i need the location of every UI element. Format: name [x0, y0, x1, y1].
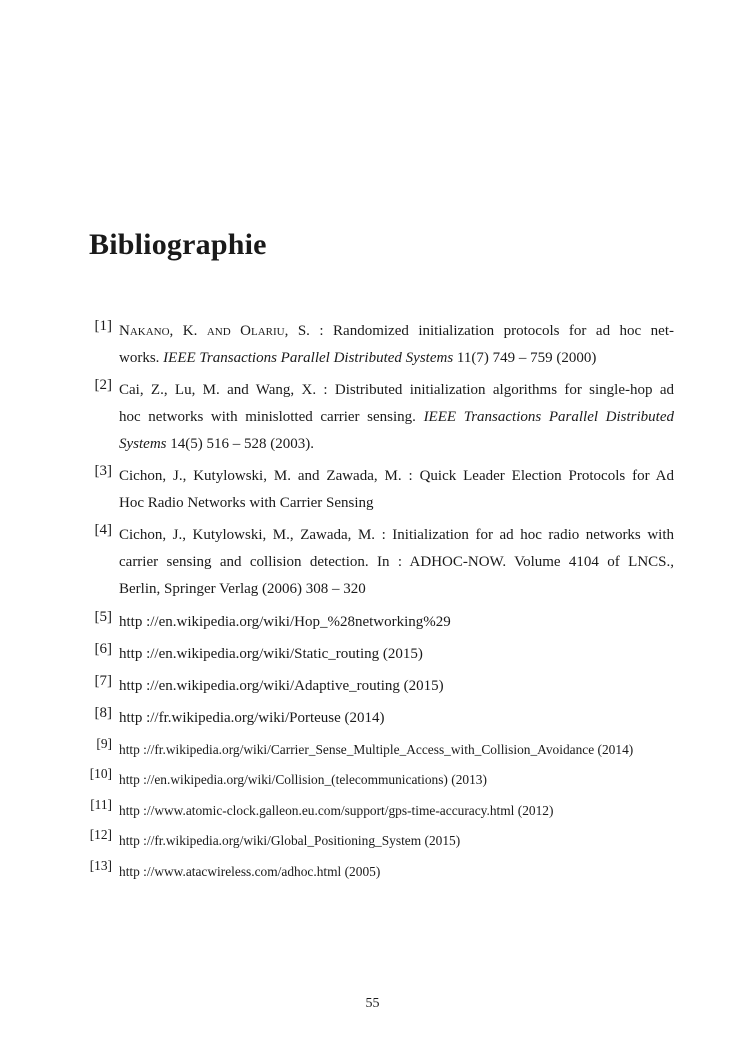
reference-line: hoc networks with minislotted carrier sensing. IEEE Transactions Parallel Distributed	[119, 409, 674, 425]
reference-body	[119, 673, 674, 700]
reference-body	[119, 736, 674, 763]
reference-line: Cai, Z., Lu, M. and Wang, X. : Distributed initialization algorithms for single-hop ad	[119, 382, 674, 398]
reference-number: [5]	[94, 609, 112, 625]
reference-body	[119, 797, 674, 824]
reference-number: [7]	[94, 673, 112, 689]
reference-number: [12]	[89, 827, 112, 842]
reference-line: works. IEEE Transactions Parallel Distributed Systems 11(7) 749 – 759 (2000)	[119, 350, 597, 366]
reference-number: [8]	[94, 705, 112, 721]
reference-url: http ://en.wikipedia.org/wiki/Adaptive_routing (2015)	[119, 678, 444, 694]
reference-number: [11]	[90, 797, 112, 812]
page-number: 55	[365, 996, 380, 1011]
reference-body	[119, 609, 674, 636]
reference-line: Cichon, J., Kutylowski, M. and Zawada, M. : Quick Leader Election Protocols for Ad	[119, 468, 674, 484]
journal-name: IEEE Transactions Parallel Distributed	[423, 409, 674, 425]
reference-url: http ://www.atacwireless.com/adhoc.html (2005)	[119, 864, 381, 879]
reference-line: carrier sensing and collision detection. In : ADHOC-NOW. Volume 4104 of LNCS.,	[119, 554, 674, 570]
reference-url: http ://fr.wikipedia.org/wiki/Carrier_Sense_Multiple_Access_with_Collision_Avoidance (2014)	[119, 742, 634, 757]
reference-url: http ://fr.wikipedia.org/wiki/Global_Positioning_System (2015)	[119, 833, 461, 848]
reference-number: [2]	[94, 377, 112, 393]
reference-number: [1]	[94, 318, 112, 334]
reference-line: Hoc Radio Networks with Carrier Sensing	[119, 495, 374, 511]
reference-url: http ://en.wikipedia.org/wiki/Hop_%28networking%29	[119, 614, 451, 630]
journal-name: IEEE Transactions Parallel Distributed Systems	[163, 350, 454, 366]
reference-body	[119, 463, 674, 517]
reference-line: Nakano, K. and Olariu, S. : Randomized initialization protocols for ad hoc net-	[119, 323, 674, 339]
reference-body	[119, 827, 674, 854]
reference-url: http ://fr.wikipedia.org/wiki/Porteuse (2014)	[119, 710, 385, 726]
reference-number: [9]	[96, 736, 112, 751]
reference-body	[119, 641, 674, 668]
reference-line: Systems 14(5) 516 – 528 (2003).	[119, 436, 314, 452]
chapter-title: Bibliographie	[89, 228, 267, 261]
reference-line: Berlin, Springer Verlag (2006) 308 – 320	[119, 581, 366, 597]
reference-body	[119, 377, 674, 458]
reference-url: http ://www.atomic-clock.galleon.eu.com/support/gps-time-accuracy.html (2012)	[119, 803, 554, 818]
reference-number: [4]	[94, 522, 112, 538]
reference-url: http ://en.wikipedia.org/wiki/Static_routing (2015)	[119, 646, 423, 662]
reference-body	[119, 522, 674, 603]
reference-authors: Nakano, K. and Olariu, S.	[119, 323, 310, 339]
journal-name: Systems	[119, 436, 167, 452]
reference-number: [13]	[89, 858, 112, 873]
reference-body	[119, 705, 674, 732]
reference-number: [10]	[89, 766, 112, 781]
reference-url: http ://en.wikipedia.org/wiki/Collision_(telecommunications) (2013)	[119, 772, 487, 787]
reference-body	[119, 318, 674, 372]
reference-line: Cichon, J., Kutylowski, M., Zawada, M. : Initialization for ad hoc radio networks with	[119, 527, 674, 543]
reference-body	[119, 858, 674, 885]
reference-number: [3]	[94, 463, 112, 479]
reference-body	[119, 766, 674, 793]
reference-number: [6]	[94, 641, 112, 657]
